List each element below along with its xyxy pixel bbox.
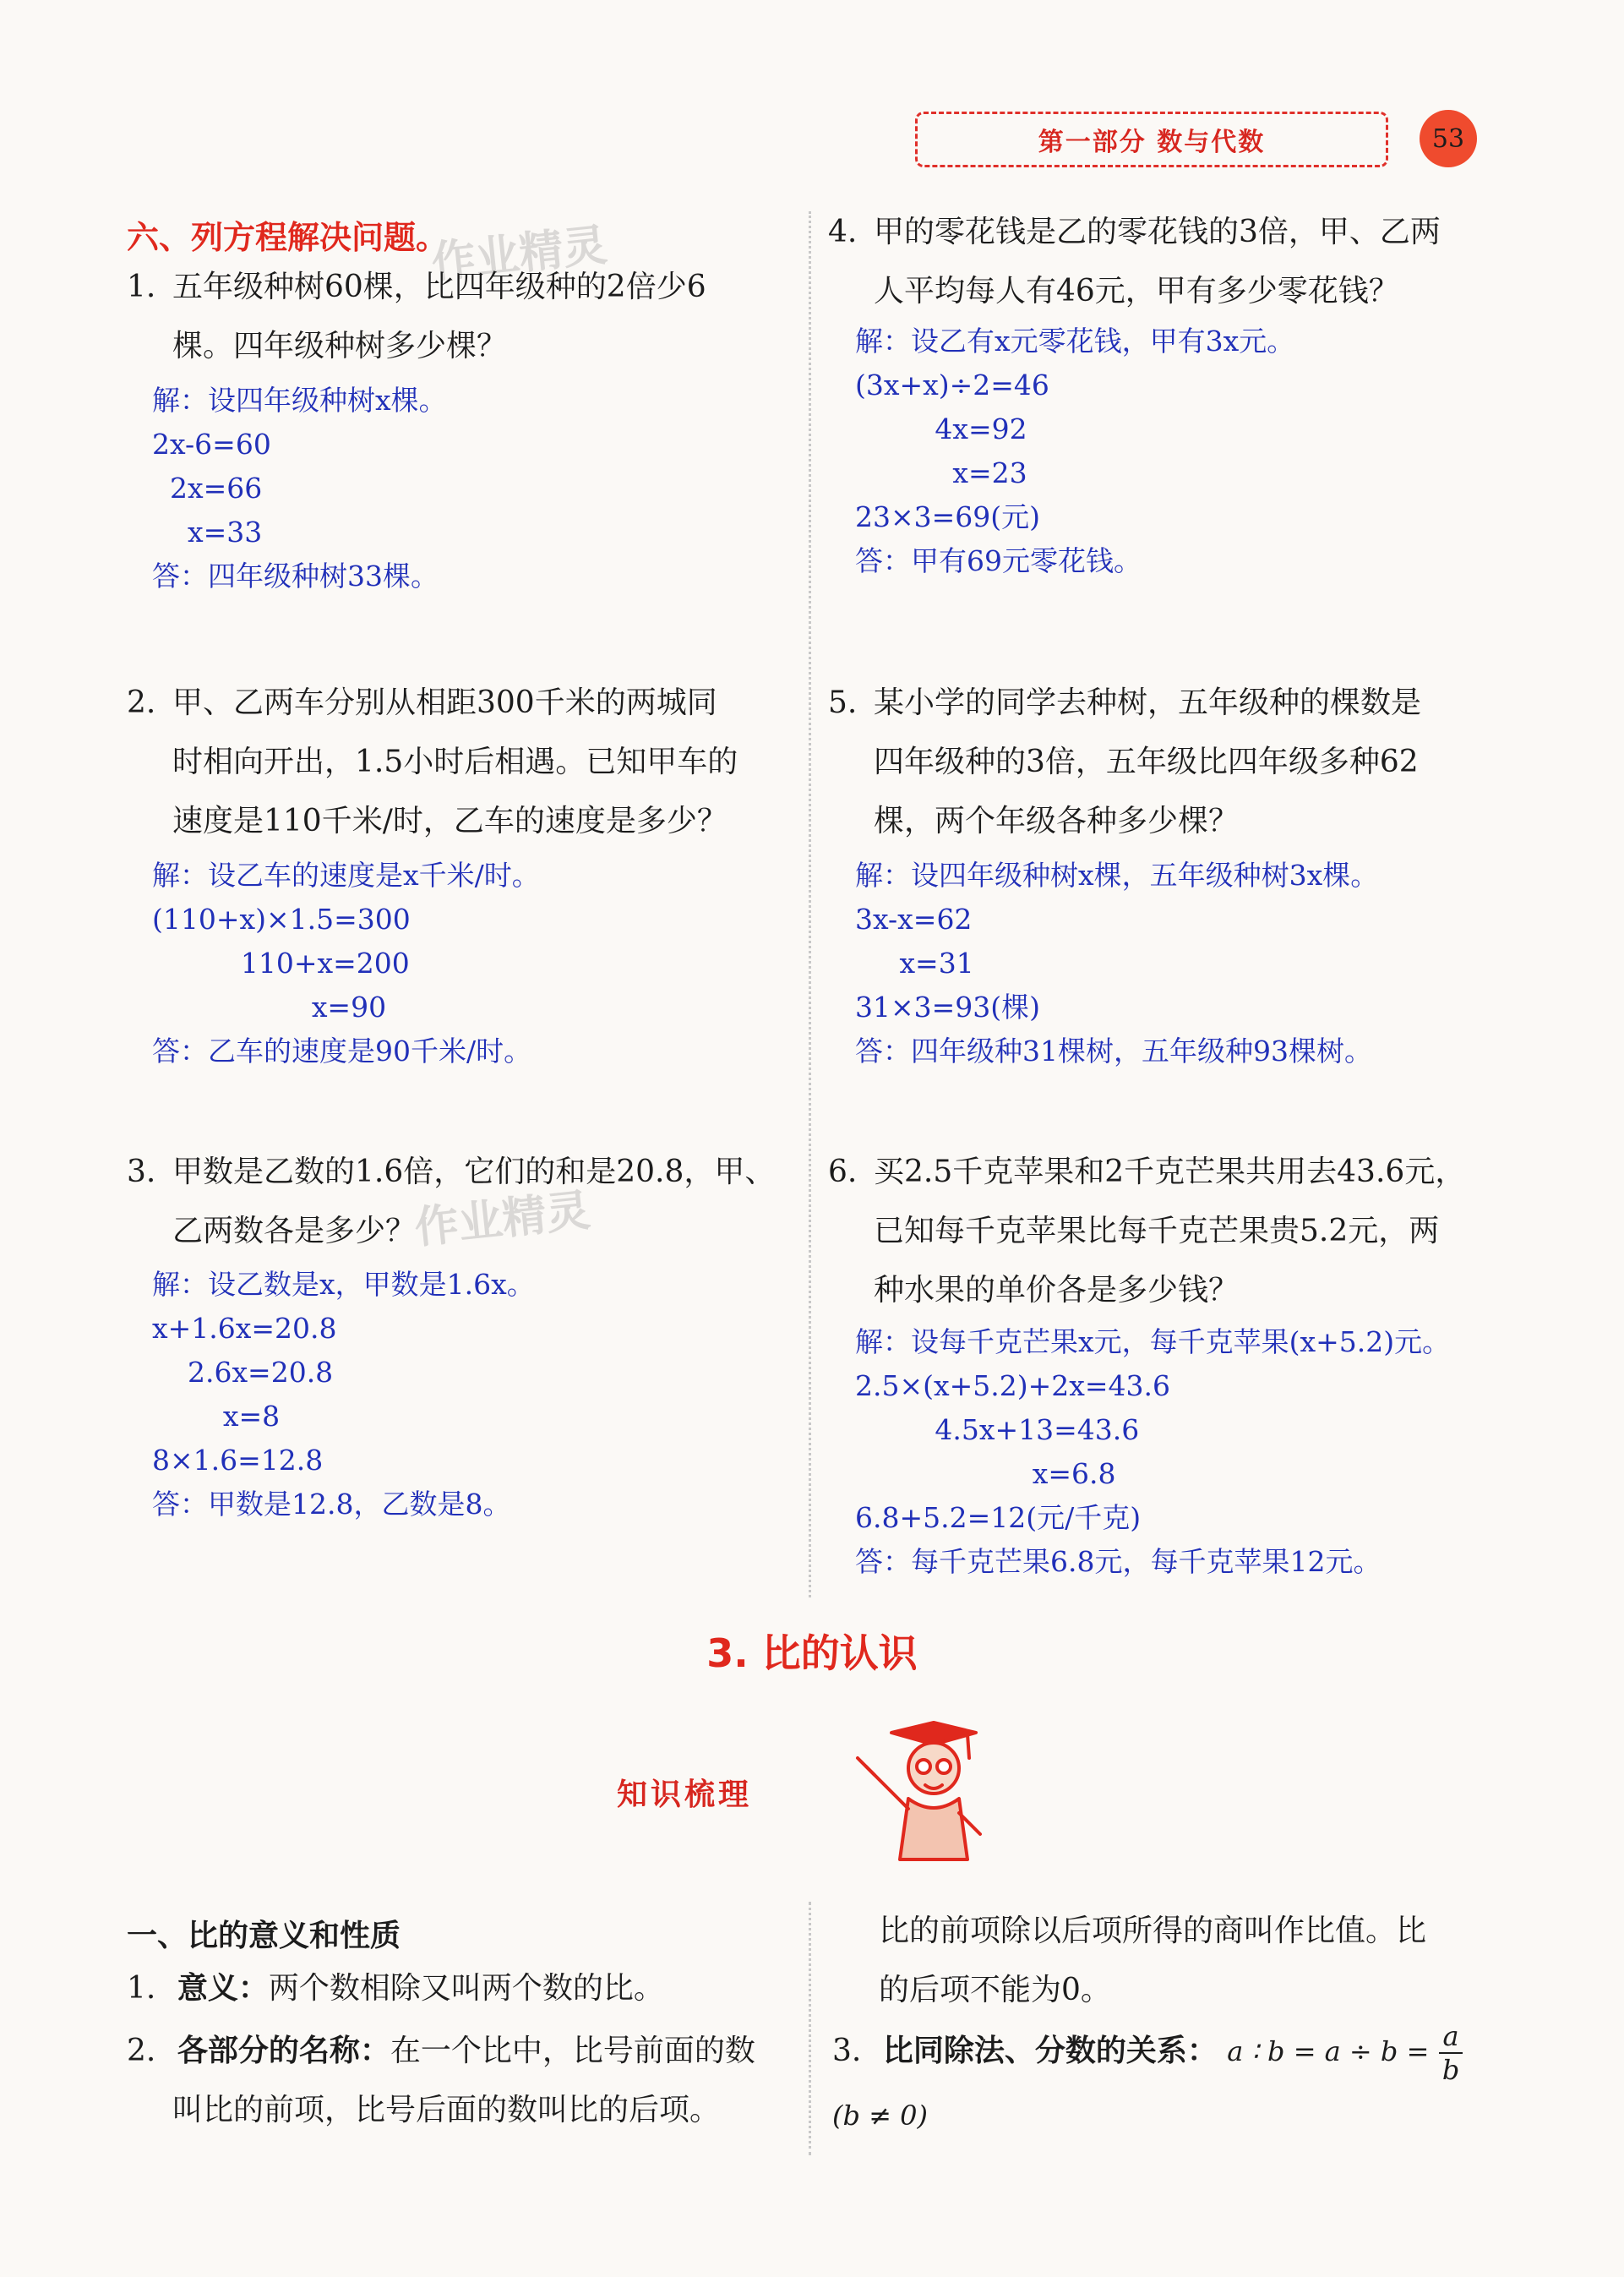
item-term: 各部分的名称： — [177, 2034, 390, 2068]
watermark: 作业精灵 — [429, 220, 610, 289]
item-number: 1. — [127, 1971, 156, 2006]
professor-mascot-icon — [841, 1707, 993, 1876]
solution-line: 解：设每千克芒果x元，每千克苹果(x+5.2)元。 — [855, 1325, 1451, 1358]
knowledge-item-2 — [127, 2022, 755, 2140]
watermark: 作业精灵 — [412, 1185, 593, 1254]
knowledge-ratio-value — [879, 1902, 1426, 2020]
fraction-numerator: a — [1439, 2020, 1463, 2054]
item-number: 2. — [127, 2034, 156, 2068]
solution-line: x=33 — [152, 516, 263, 549]
solution-line: x=31 — [855, 947, 974, 980]
solution-line: 答：乙车的速度是90千米/时。 — [152, 1035, 532, 1068]
solution-line: 6.8+5.2=12(元/千克) — [855, 1501, 1142, 1534]
question-number: 4. — [828, 215, 858, 249]
solution-line: 4x=92 — [855, 412, 1027, 445]
solution-4 — [855, 319, 1294, 583]
solution-line: 2.6x=20.8 — [152, 1356, 334, 1389]
question-number: 2. — [127, 685, 156, 720]
knowledge-item-3 — [832, 2020, 1463, 2145]
question-1 — [127, 258, 706, 376]
solution-line: 110+x=200 — [152, 947, 410, 980]
solution-2 — [152, 854, 540, 1073]
question-3 — [127, 1143, 775, 1261]
question-text: 已知每千克苹果比每千克芒果贵5.2元，两 — [874, 1214, 1440, 1248]
solution-line: x=8 — [152, 1400, 281, 1433]
solution-line: x=90 — [152, 991, 387, 1024]
solution-line: 8×1.6=12.8 — [152, 1444, 324, 1477]
solution-line: 答：甲有69元零花钱。 — [855, 544, 1142, 577]
solution-line: 23×3=69(元) — [855, 500, 1041, 533]
solution-line: 2x=66 — [152, 472, 263, 505]
solution-line: 答：每千克芒果6.8元，每千克苹果12元。 — [855, 1545, 1381, 1578]
question-text: 棵，两个年级各种多少棵？ — [874, 804, 1240, 838]
question-5 — [828, 674, 1421, 851]
knowledge-label: 知识梳理 — [617, 1777, 753, 1812]
question-text: 甲数是乙数的1.6倍，它们的和是20.8，甲、 — [172, 1155, 776, 1189]
question-text: 种水果的单价各是多少钱？ — [874, 1273, 1240, 1308]
item-text: 比的前项除以后项所得的商叫作比值。比 — [879, 1914, 1427, 1948]
question-text: 人平均每人有46元，甲有多少零花钱？ — [874, 274, 1399, 309]
solution-line: 答：四年级种31棵树，五年级种93棵树。 — [855, 1035, 1372, 1068]
fraction-denominator: b — [1441, 2054, 1460, 2086]
solution-line: x=6.8 — [855, 1457, 1116, 1490]
solution-6 — [855, 1320, 1450, 1584]
column-divider — [809, 211, 811, 1597]
question-6 — [828, 1143, 1465, 1320]
solution-line: 解：设四年级种树x棵。 — [152, 384, 447, 417]
item-term: 意义： — [177, 1971, 269, 2006]
chapter-title: 3. 比的认识 — [706, 1630, 918, 1676]
solution-3 — [152, 1263, 535, 1526]
item-number: 3. — [832, 2034, 862, 2068]
knowledge-heading: 一、比的意义和性质 — [127, 1919, 401, 1953]
section-title: 六、列方程解决问题。 — [127, 219, 449, 256]
question-4 — [828, 203, 1441, 321]
question-number: 3. — [127, 1155, 156, 1189]
item-text: 叫比的前项，比号后面的数叫比的后项。 — [172, 2093, 721, 2127]
knowledge-item-1 — [127, 1959, 664, 2018]
column-divider-lower — [809, 1902, 811, 2155]
solution-line: 3x-x=62 — [855, 903, 973, 936]
solution-line: 答：甲数是12.8，乙数是8。 — [152, 1488, 511, 1521]
question-text: 甲的零花钱是乙的零花钱的3倍，甲、乙两 — [874, 215, 1441, 249]
question-text: 棵。四年级种树多少棵？ — [172, 329, 508, 363]
question-number: 5. — [828, 685, 858, 720]
formula-condition: (b ≠ 0) — [832, 2100, 928, 2132]
solution-1 — [152, 379, 447, 598]
ratio-formula: a ∶ b = a ÷ b = — [1227, 2035, 1430, 2067]
solution-line: x=23 — [855, 456, 1027, 489]
solution-line: 答：四年级种树33棵。 — [152, 560, 439, 592]
solution-line: x+1.6x=20.8 — [152, 1312, 337, 1345]
solution-line: 2.5×(x+5.2)+2x=43.6 — [855, 1369, 1171, 1402]
question-2 — [127, 674, 738, 851]
question-text: 甲、乙两车分别从相距300千米的两城同 — [172, 685, 717, 720]
solution-line: 2x-6=60 — [152, 428, 271, 461]
question-text: 乙两数各是多少？ — [172, 1214, 417, 1248]
fraction — [1439, 2020, 1463, 2086]
question-text: 买2.5千克苹果和2千克芒果共用去43.6元， — [874, 1155, 1466, 1189]
solution-line: 解：设乙车的速度是x千米/时。 — [152, 859, 540, 892]
solution-line: 4.5x+13=43.6 — [855, 1413, 1140, 1446]
question-text: 四年级种的3倍，五年级比四年级多种62 — [874, 745, 1419, 779]
page-number: 53 — [1420, 110, 1477, 167]
solution-5 — [855, 854, 1378, 1073]
question-text: 时相向开出，1.5小时后相遇。已知甲车的 — [172, 745, 738, 779]
question-text: 五年级种树60棵，比四年级种的2倍少6 — [172, 270, 706, 304]
solution-line: (3x+x)÷2=46 — [855, 369, 1049, 401]
question-number: 1. — [127, 270, 156, 304]
solution-line: 解：设乙有x元零花钱，甲有3x元。 — [855, 325, 1295, 358]
question-number: 6. — [828, 1155, 858, 1189]
solution-line: 31×3=93(棵) — [855, 991, 1041, 1024]
item-text: 的后项不能为0。 — [879, 1973, 1111, 2007]
part-label: 第一部分 数与代数 — [915, 112, 1388, 167]
solution-line: 解：设乙数是x，甲数是1.6x。 — [152, 1268, 535, 1301]
solution-line: 解：设四年级种树x棵，五年级种树3x棵。 — [855, 859, 1379, 892]
item-text: 两个数相除又叫两个数的比。 — [268, 1971, 664, 2006]
item-term: 比同除法、分数的关系： — [882, 2034, 1218, 2068]
solution-line: (110+x)×1.5=300 — [152, 903, 411, 936]
question-text: 速度是110千米/时，乙车的速度是多少？ — [172, 804, 728, 838]
item-text: 在一个比中，比号前面的数 — [390, 2034, 755, 2068]
question-text: 某小学的同学去种树，五年级种的棵数是 — [874, 685, 1422, 720]
